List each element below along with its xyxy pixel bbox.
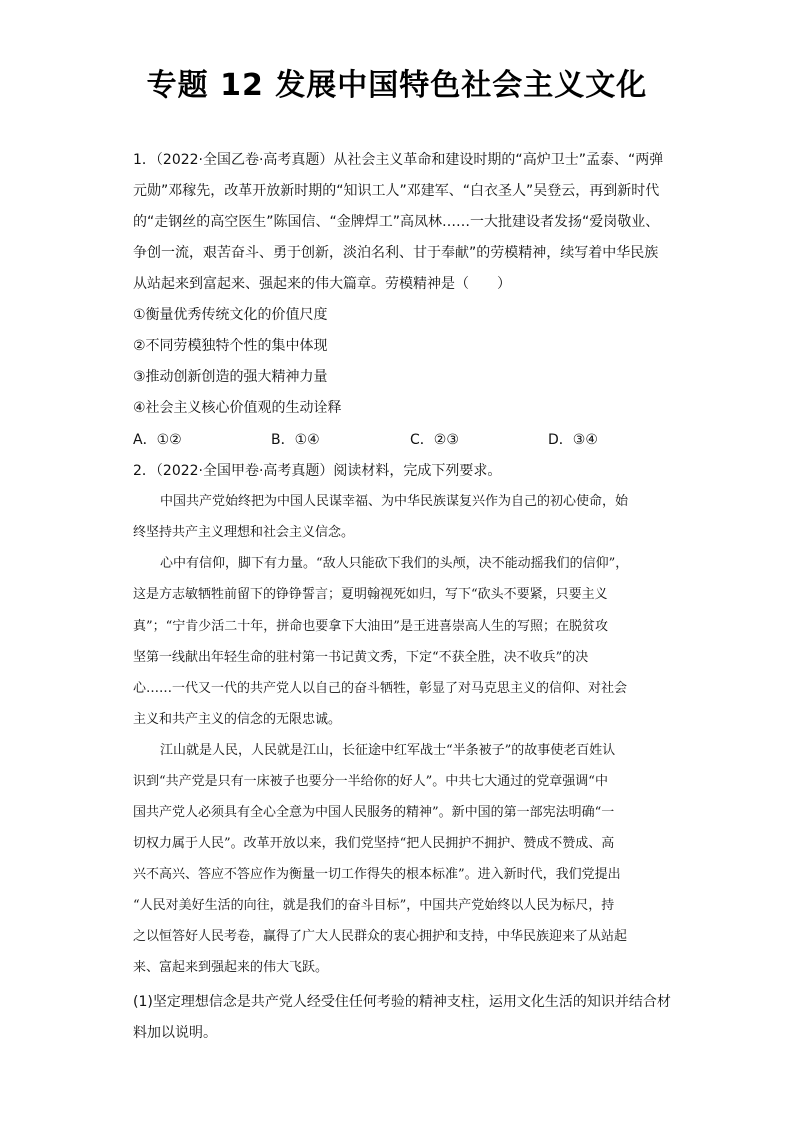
q2-material-line: 中国共产党始终把为中国人民谋幸福、为中华民族谋复兴作为自己的初心使命，始 (160, 494, 629, 509)
q2-material-line: 江山就是人民，人民就是江山，长征途中红军战士“半条被子”的故事使老百姓认 (160, 743, 616, 758)
q1-stem-line: 争创一流，艰苦奋斗、勇于创新，淡泊名利、甘于奉献”的劳模精神，续写着中华民族 (133, 245, 659, 261)
q1-option-b: B．①④ (271, 432, 320, 448)
q2-material-line: 坚第一线献出年轻生命的驻村第一书记黄文秀，下定“不获全胜，决不收兵”的决 (133, 650, 589, 665)
q1-option-a: A．①② (133, 432, 182, 448)
q2-material-line: 心中有信仰，脚下有力量。“敌人只能砍下我们的头颅，决不能动摇我们的信仰”， (160, 556, 629, 571)
q1-option-c: C．②③ (410, 432, 459, 448)
q2-sub-question: (1)坚定理想信念是共产党人经受住任何考验的精神支柱，运用文化生活的知识并结合材 (133, 994, 671, 1010)
q1-stem-line: 的“走钢丝的高空医生”陈国信、“金牌焊工”高凤林……一大批建设者发扬“爱岗敬业、 (133, 214, 660, 230)
q2-material-line: 来、富起来到强起来的伟大飞跃。 (133, 960, 329, 975)
q2-material-line: 识到“共产党是只有一床被子也要分一半给你的好人”。中共七大通过的党章强调“中 (133, 774, 608, 789)
q2-material-line: 心……一代又一代的共产党人以自己的奋斗牺牲，彰显了对马克思主义的信仰、对社会 (133, 681, 628, 696)
q2-sub-question: 料加以说明。 (133, 1025, 217, 1041)
q1-item: ③推动创新创造的强大精神力量 (133, 369, 328, 385)
q1-item: ①衡量优秀传统文化的价值尺度 (133, 307, 328, 323)
q1-item: ④社会主义核心价值观的生动诠释 (133, 400, 342, 416)
q2-material-line: 真”；“宁肯少活二十年，拼命也要拿下大油田”是王进喜崇高人生的写照；在脱贫攻 (133, 619, 608, 634)
q2-material-line: 国共产党人必须具有全心全意为中国人民服务的精神”。新中国的第一部宪法明确“一 (133, 805, 615, 820)
page-title: 专题 12 发展中国特色社会主义文化 (146, 68, 648, 103)
q1-stem-line: 从站起来到富起来、强起来的伟大篇章。劳模精神是（ ） (133, 276, 511, 292)
q1-item: ②不同劳模独特个性的集中体现 (133, 338, 328, 354)
q2-header: 2．（2022·全国甲卷·高考真题）阅读材料，完成下列要求。 (133, 463, 502, 479)
q2-material-line: 主义和共产主义的信念的无限忠诚。 (133, 712, 342, 727)
q2-material-line: 切权力属于人民”。改革开放以来，我们党坚持“把人民拥护不拥护、赞成不赞成、高 (133, 836, 615, 851)
q1-option-d: D．③④ (548, 432, 598, 448)
q2-material-line: 这是方志敏牺牲前留下的铮铮誓言；夏明翰视死如归，写下“砍头不要紧，只要主义 (133, 587, 608, 602)
q2-material-line: 兴不高兴、答应不答应作为衡量一切工作得失的根本标准”。进入新时代，我们党提出 (133, 867, 621, 882)
q2-material-line: 之以恒答好人民考卷，赢得了广大人民群众的衷心拥护和支持，中华民族迎来了从站起 (133, 929, 628, 944)
q2-material-line: 终坚持共产主义理想和社会主义信念。 (133, 525, 355, 540)
q2-material-line: “人民对美好生活的向往，就是我们的奋斗目标”，中国共产党始终以人民为标尺，持 (133, 898, 615, 913)
q1-stem-line: 1．（2022·全国乙卷·高考真题）从社会主义革命和建设时期的“高炉卫士”孟泰、“两弹 (133, 152, 664, 168)
q1-stem-line: 元勋”邓稼先，改革开放新时期的“知识工人”邓建军、“白衣圣人”吴登云，再到新时代 (133, 183, 660, 199)
